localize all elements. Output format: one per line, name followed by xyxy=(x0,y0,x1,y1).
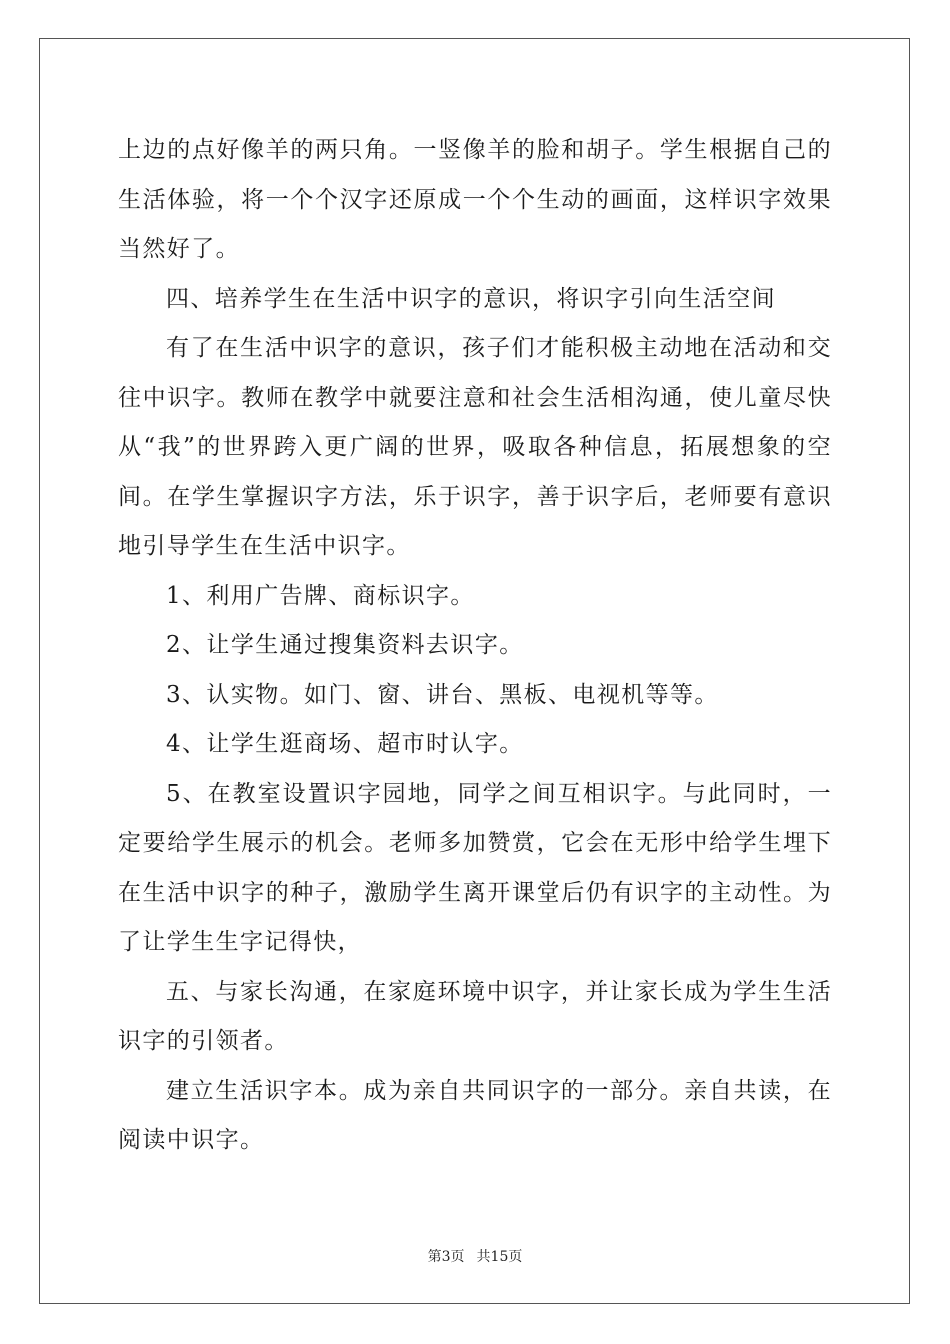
page-total: 共15页 xyxy=(476,1249,523,1265)
list-item-2: 2、让学生通过搜集资料去识字。 xyxy=(166,632,524,658)
page-footer xyxy=(0,1247,950,1267)
section-heading-four: 四、培养学生在生活中识字的意识，将识字引向生活空间 xyxy=(166,285,776,312)
list-item-5: 5、在教室设置识字园地，同学之间互相识字。与此同时，一定要给学生展示的机会。老师多加赞赏，它会在无形中给学生埋下在生活中识字的种子，激励学生离开课堂后仍有识字的主动性。为了让学生生字记得快， xyxy=(118,780,832,955)
page-number: 第3页 xyxy=(427,1249,465,1265)
paragraph-literacy-notebook: 建立生活识字本。成为亲自共同识字的一部分。亲自共读，在阅读中识字。 xyxy=(118,1077,832,1153)
paragraph-continuation: 上边的点好像羊的两只角。一竖像羊的脸和胡子。学生根据自己的生活体验，将一个个汉字还原成一个个生动的画面，这样识字效果当然好了。 xyxy=(118,137,832,262)
document-body xyxy=(118,126,832,1166)
list-item-1: 1、利用广告牌、商标识字。 xyxy=(166,582,475,609)
paragraph-life-literacy: 有了在生活中识字的意识，孩子们才能积极主动地在活动和交往中识字。教师在教学中就要注意和社会生活相沟通，使儿童尽快从“我”的世界跨入更广阔的世界，吸取各种信息，拓展想象的空间。在学生掌握识字方法，乐于识字，善于识字后，老师要有意识地引导学生在生活中识字。 xyxy=(118,335,832,559)
section-heading-five: 五、与家长沟通，在家庭环境中识字，并让家长成为学生生活识字的引领者。 xyxy=(118,978,832,1054)
list-item-4: 4、让学生逛商场、超市时认字。 xyxy=(166,731,524,757)
list-item-3: 3、认实物。如门、窗、讲台、黑板、电视机等等。 xyxy=(166,681,719,708)
